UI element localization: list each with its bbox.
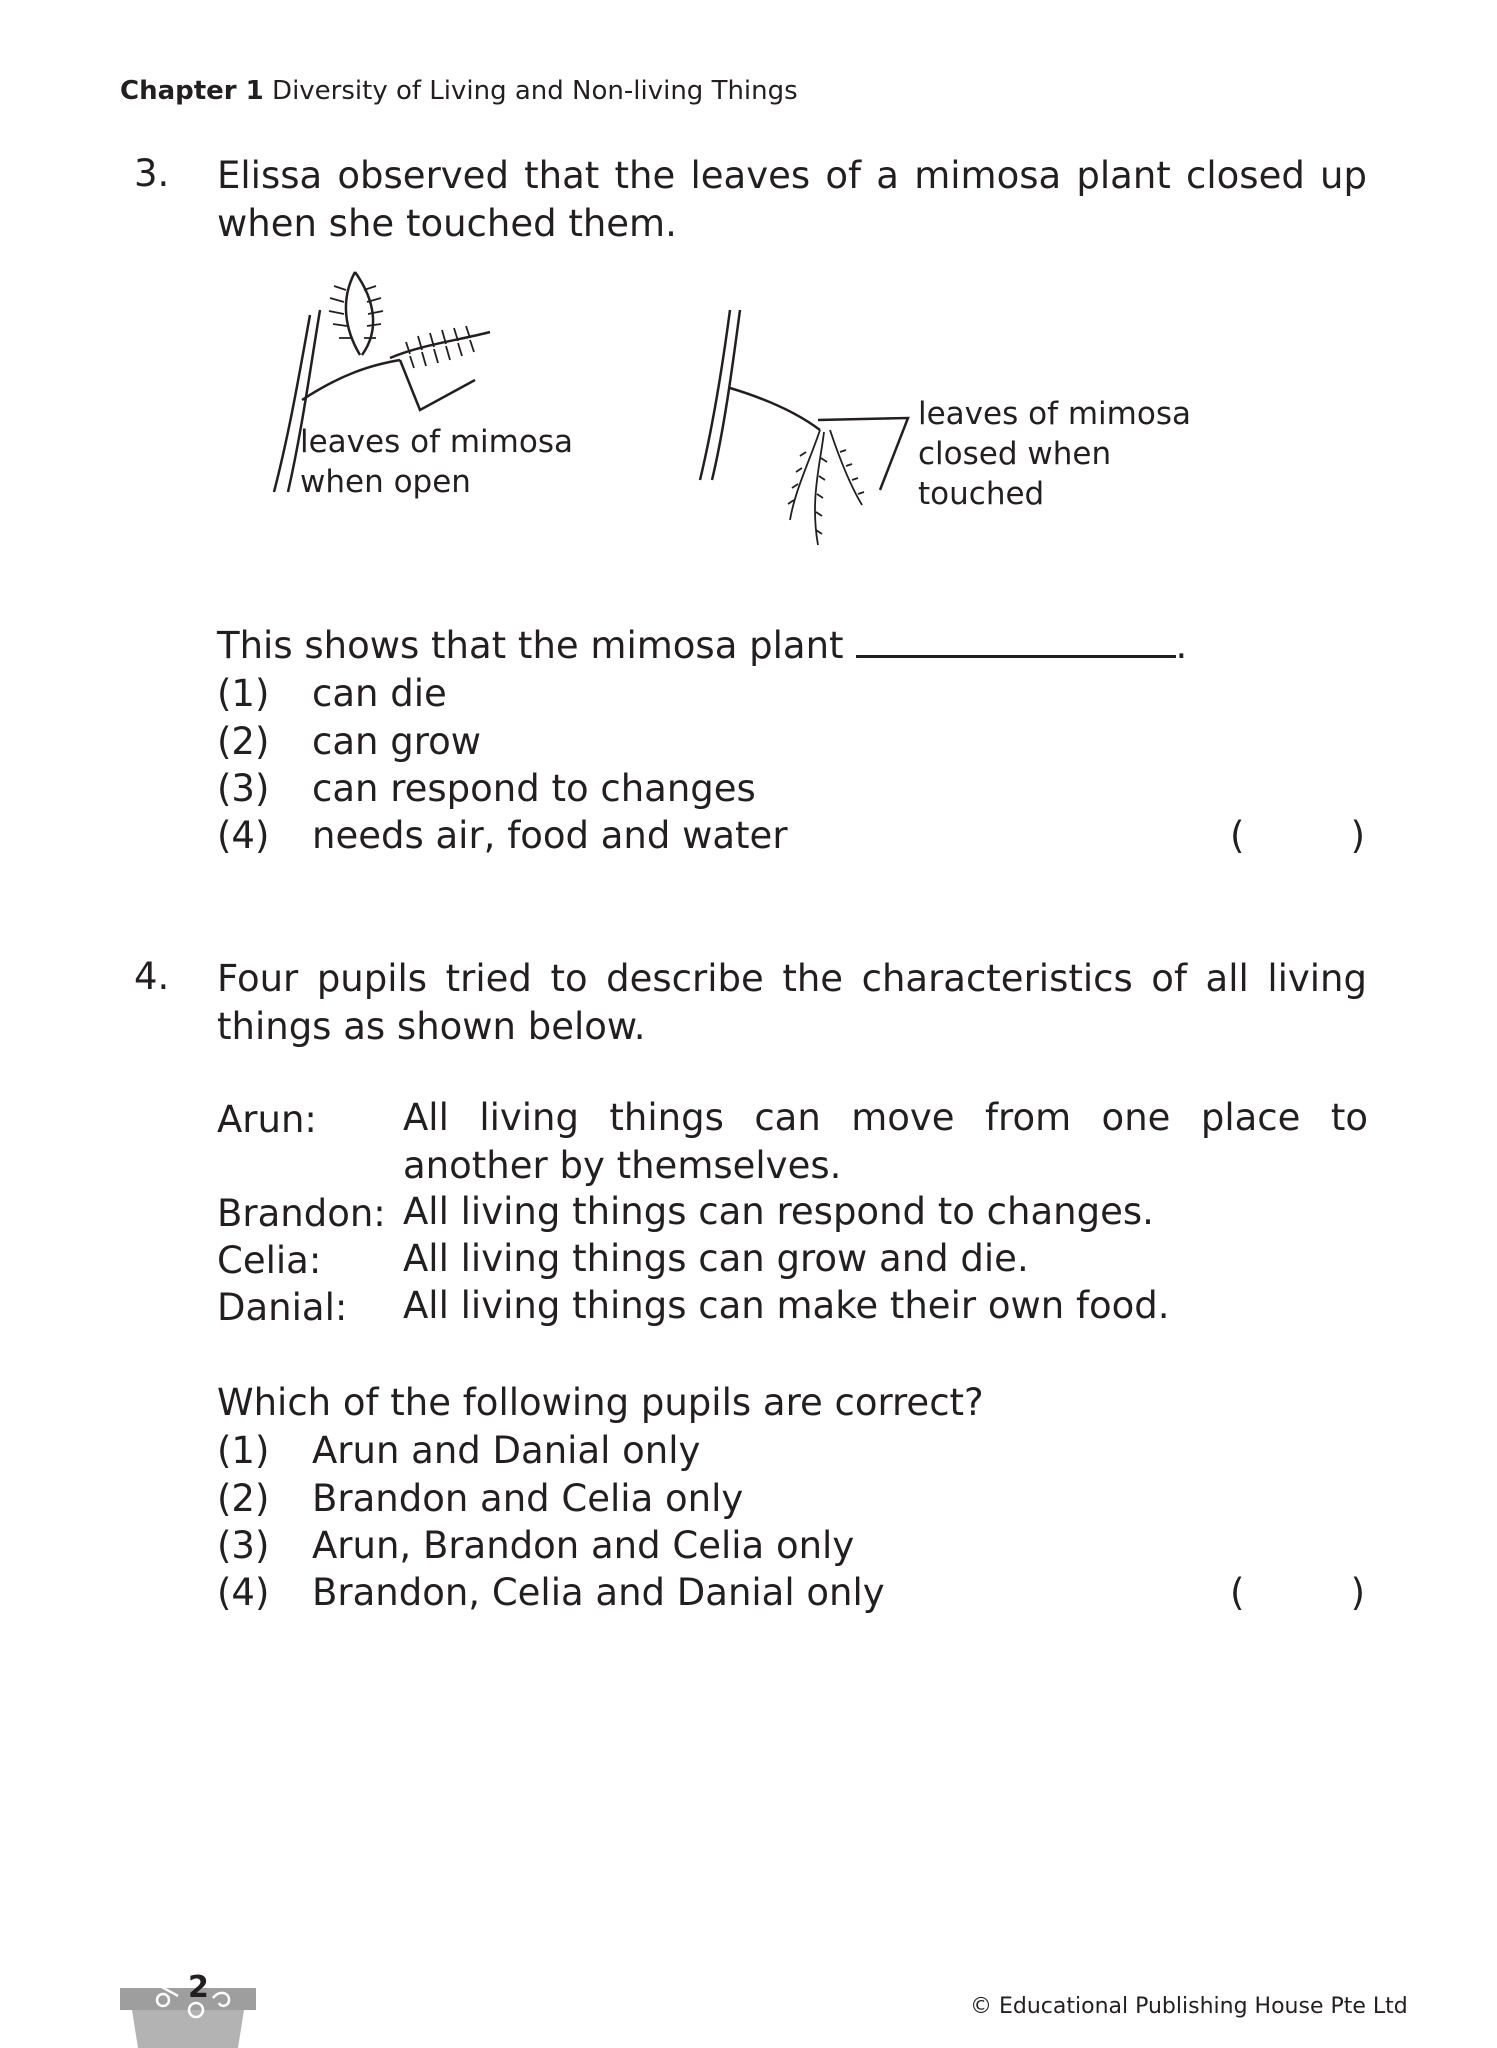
pupil-4-statement: All living things can make their own food. bbox=[403, 1284, 1170, 1327]
stem-end: . bbox=[1175, 624, 1188, 667]
page-number: 2 bbox=[188, 1970, 209, 2005]
bracket-open: ( bbox=[1230, 1571, 1245, 1614]
question-3-stem bbox=[217, 624, 1187, 667]
q3-answer-bracket[interactable] bbox=[1230, 814, 1365, 857]
chapter-title: Diversity of Living and Non-living Things bbox=[272, 76, 798, 106]
label-open bbox=[300, 422, 573, 502]
copyright-notice: © Educational Publishing House Pte Ltd bbox=[970, 1994, 1408, 2019]
q4-option-1-number: (1) bbox=[217, 1429, 270, 1472]
q4-option-2-number: (2) bbox=[217, 1477, 270, 1520]
q4-option-1-text: Arun and Danial only bbox=[312, 1429, 701, 1472]
q4-option-3-number: (3) bbox=[217, 1524, 270, 1567]
chapter-label: Chapter 1 bbox=[120, 76, 264, 106]
q3-option-3-text: can respond to changes bbox=[312, 767, 756, 810]
bracket-close: ) bbox=[1350, 814, 1365, 857]
pupil-1-statement: All living things can move from one place to another by themselves. bbox=[403, 1096, 1368, 1187]
label-closed-line-2: closed when bbox=[918, 436, 1112, 472]
mimosa-closed-illustration bbox=[690, 300, 930, 560]
question-4-text: Four pupils tried to describe the characteristics of all living things as shown below. bbox=[217, 957, 1367, 1048]
label-closed-line-3: touched bbox=[918, 476, 1045, 512]
stem-text: This shows that the mimosa plant bbox=[217, 624, 844, 667]
question-3-number: 3. bbox=[134, 152, 170, 195]
pupil-4-name: Danial: bbox=[217, 1286, 348, 1329]
q3-option-1-number: (1) bbox=[217, 672, 270, 715]
question-4-number: 4. bbox=[134, 955, 170, 998]
label-closed-line-1: leaves of mimosa bbox=[918, 396, 1191, 432]
bracket-close: ) bbox=[1350, 1571, 1365, 1614]
label-closed bbox=[918, 394, 1191, 514]
q3-option-4-text: needs air, food and water bbox=[312, 814, 788, 857]
q3-option-1-text: can die bbox=[312, 672, 447, 715]
bracket-open: ( bbox=[1230, 814, 1245, 857]
pupil-3-statement: All living things can grow and die. bbox=[403, 1237, 1029, 1280]
chapter-header bbox=[120, 76, 798, 106]
q4-answer-bracket[interactable] bbox=[1230, 1571, 1365, 1614]
open-leaflets bbox=[329, 286, 474, 368]
question-3-text: Elissa observed that the leaves of a mimosa plant closed up when she touched them. bbox=[217, 154, 1367, 245]
pupil-1-name: Arun: bbox=[217, 1098, 317, 1141]
closed-leaflets bbox=[788, 430, 864, 545]
label-open-line-1: leaves of mimosa bbox=[300, 424, 573, 460]
q3-option-3-number: (3) bbox=[217, 767, 270, 810]
label-open-line-2: when open bbox=[300, 464, 471, 500]
q4-option-4-number: (4) bbox=[217, 1571, 270, 1614]
q3-option-4-number: (4) bbox=[217, 814, 270, 857]
question-4-prompt: Which of the following pupils are correct? bbox=[217, 1381, 984, 1424]
pupil-2-statement: All living things can respond to changes. bbox=[403, 1190, 1154, 1233]
q4-option-3-text: Arun, Brandon and Celia only bbox=[312, 1524, 855, 1567]
q3-option-2-text: can grow bbox=[312, 720, 482, 763]
q4-option-4-text: Brandon, Celia and Danial only bbox=[312, 1571, 885, 1614]
pupil-3-name: Celia: bbox=[217, 1239, 322, 1282]
q3-option-2-number: (2) bbox=[217, 720, 270, 763]
q4-option-2-text: Brandon and Celia only bbox=[312, 1477, 744, 1520]
answer-blank[interactable] bbox=[856, 625, 1176, 658]
pupil-2-name: Brandon: bbox=[217, 1192, 386, 1235]
